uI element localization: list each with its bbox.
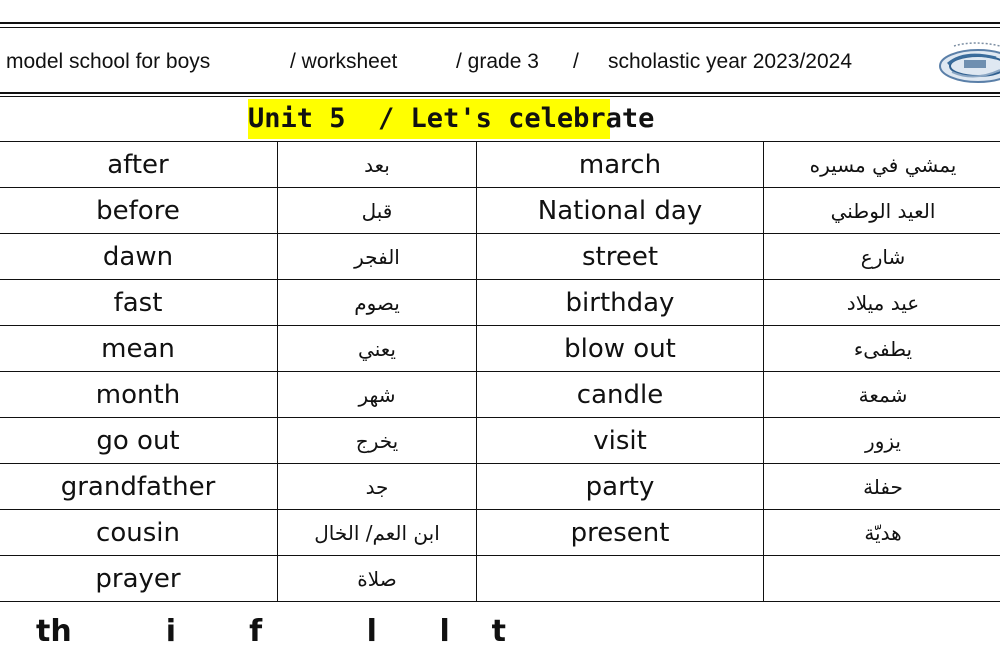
header-top-rule xyxy=(0,22,1000,24)
arabic-meaning: عيد ميلاد xyxy=(764,280,1000,326)
english-word: go out xyxy=(0,418,278,464)
table-row xyxy=(0,188,1000,234)
arabic-meaning: يمشي في مسيره xyxy=(764,142,1000,188)
english-word: month xyxy=(0,372,278,418)
header-bottom-rule xyxy=(0,92,1000,94)
school-logo-icon xyxy=(934,38,1000,88)
arabic-meaning: ابن العم/ الخال xyxy=(278,510,477,556)
arabic-meaning: هديّة xyxy=(764,510,1000,556)
arabic-meaning: يزور xyxy=(764,418,1000,464)
english-word: cousin xyxy=(0,510,278,556)
table-row xyxy=(0,510,1000,556)
english-word: National day xyxy=(477,188,764,234)
table-row xyxy=(0,326,1000,372)
arabic-meaning: بعد xyxy=(278,142,477,188)
arabic-meaning: يعني xyxy=(278,326,477,372)
arabic-meaning: يصوم xyxy=(278,280,477,326)
english-word: before xyxy=(0,188,278,234)
worksheet-label: / worksheet xyxy=(290,50,397,74)
english-word: fast xyxy=(0,280,278,326)
english-word: party xyxy=(477,464,764,510)
table-row xyxy=(0,372,1000,418)
english-word: present xyxy=(477,510,764,556)
truncated-instruction-text: th i f l l t xyxy=(36,614,506,649)
table-row xyxy=(0,556,1000,602)
english-word: mean xyxy=(0,326,278,372)
arabic-meaning: الفجر xyxy=(278,234,477,280)
worksheet-header xyxy=(0,34,1000,92)
english-word: prayer xyxy=(0,556,278,602)
unit-title: Unit 5 / Let's celebrate xyxy=(248,99,610,139)
separator: / xyxy=(573,50,579,74)
arabic-meaning: العيد الوطني xyxy=(764,188,1000,234)
arabic-meaning: قبل xyxy=(278,188,477,234)
english-word xyxy=(477,556,764,602)
table-row xyxy=(0,234,1000,280)
header-top-rule-inner xyxy=(0,27,1000,28)
arabic-meaning: جد xyxy=(278,464,477,510)
english-word: grandfather xyxy=(0,464,278,510)
table-row xyxy=(0,142,1000,188)
table-row xyxy=(0,418,1000,464)
arabic-meaning: شهر xyxy=(278,372,477,418)
vocabulary-table-body xyxy=(0,142,1000,602)
scholastic-year: scholastic year 2023/2024 xyxy=(608,50,852,74)
arabic-meaning: يطفىء xyxy=(764,326,1000,372)
table-row xyxy=(0,464,1000,510)
arabic-meaning: شمعة xyxy=(764,372,1000,418)
arabic-meaning xyxy=(764,556,1000,602)
grade-label: / grade 3 xyxy=(456,50,539,74)
table-row xyxy=(0,280,1000,326)
arabic-meaning: شارع xyxy=(764,234,1000,280)
school-name: model school for boys xyxy=(6,50,210,74)
english-word: after xyxy=(0,142,278,188)
vocabulary-table xyxy=(0,141,1000,602)
arabic-meaning: يخرج xyxy=(278,418,477,464)
english-word: march xyxy=(477,142,764,188)
english-word: visit xyxy=(477,418,764,464)
english-word: candle xyxy=(477,372,764,418)
english-word: birthday xyxy=(477,280,764,326)
english-word: dawn xyxy=(0,234,278,280)
header-bottom-rule-inner xyxy=(0,96,1000,97)
english-word: blow out xyxy=(477,326,764,372)
english-word: street xyxy=(477,234,764,280)
arabic-meaning: حفلة xyxy=(764,464,1000,510)
arabic-meaning: صلاة xyxy=(278,556,477,602)
